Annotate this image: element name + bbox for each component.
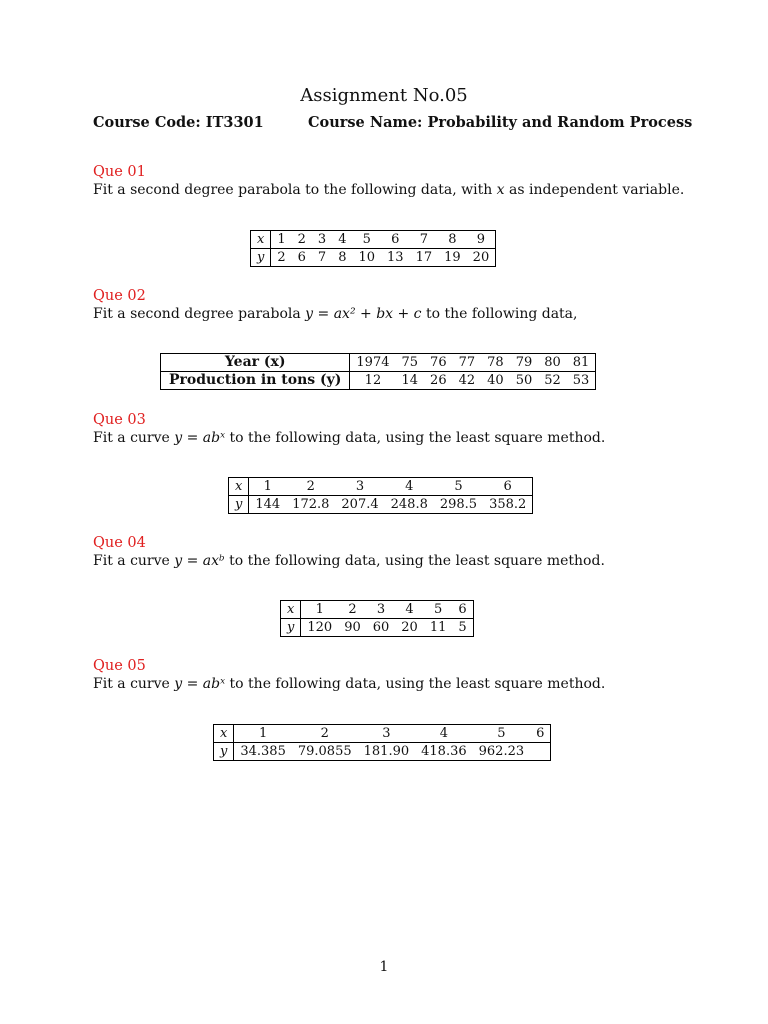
table-cell: 60 xyxy=(367,619,396,637)
table-cell: 358.2 xyxy=(483,496,533,514)
table-cell: 11 xyxy=(424,619,453,637)
data-table-q5 xyxy=(213,724,551,761)
row-label: x xyxy=(214,725,234,743)
question-1 xyxy=(93,163,693,199)
table-cell: 418.36 xyxy=(415,743,473,761)
table-row xyxy=(281,619,474,637)
table-cell: 2 xyxy=(292,725,358,743)
question-text: Fit a curve y = abˣ to the following data, using the least square method. xyxy=(93,430,606,446)
question-3 xyxy=(93,411,693,447)
data-table-q4 xyxy=(280,600,474,637)
table-cell: 4 xyxy=(395,601,424,619)
table-row xyxy=(229,478,533,496)
table-cell: 17 xyxy=(410,249,439,267)
table-cell: 3 xyxy=(312,231,332,249)
row-label: x xyxy=(229,478,249,496)
page-number: 1 xyxy=(379,959,389,975)
table-cell: 3 xyxy=(367,601,396,619)
course-name: Course Name: Probability and Random Process xyxy=(308,114,693,131)
table-cell: 75 xyxy=(396,354,425,372)
table-cell: 80 xyxy=(538,354,567,372)
row-label: y xyxy=(214,743,234,761)
table-cell: 20 xyxy=(467,249,496,267)
table-cell: 4 xyxy=(415,725,473,743)
data-table-q2 xyxy=(160,353,596,390)
row-label: y xyxy=(229,496,249,514)
question-heading: Que 02 xyxy=(93,288,146,304)
page-title: Assignment No.05 xyxy=(300,85,468,106)
table-cell: 5 xyxy=(352,231,381,249)
row-label: Production in tons (y) xyxy=(161,372,350,390)
table-cell: 3 xyxy=(335,478,384,496)
table-cell: 19 xyxy=(438,249,467,267)
question-4 xyxy=(93,534,693,570)
table-cell: 76 xyxy=(424,354,453,372)
table-cell: 13 xyxy=(381,249,410,267)
table-cell: 298.5 xyxy=(434,496,483,514)
table-cell: 1 xyxy=(271,231,292,249)
table-cell: 181.90 xyxy=(358,743,416,761)
table-cell: 5 xyxy=(424,601,453,619)
question-text: Fit a second degree parabola y = ax² + bx + c to the following data, xyxy=(93,306,578,322)
table-cell xyxy=(530,743,551,761)
table-cell: 6 xyxy=(381,231,410,249)
row-label: y xyxy=(281,619,301,637)
row-label: Year (x) xyxy=(161,354,350,372)
table-cell: 8 xyxy=(332,249,352,267)
row-label: y xyxy=(251,249,271,267)
table-row xyxy=(214,725,551,743)
table-cell: 2 xyxy=(338,601,367,619)
question-heading: Que 04 xyxy=(93,535,146,551)
question-2 xyxy=(93,287,693,323)
table-cell: 207.4 xyxy=(335,496,384,514)
table-cell: 6 xyxy=(452,601,473,619)
table-cell: 4 xyxy=(332,231,352,249)
table-row xyxy=(229,496,533,514)
table-cell: 26 xyxy=(424,372,453,390)
table-cell: 6 xyxy=(530,725,551,743)
data-table-q3 xyxy=(228,477,533,514)
data-table-q1 xyxy=(250,230,496,267)
table-cell: 81 xyxy=(567,354,596,372)
table-cell: 5 xyxy=(473,725,531,743)
table-cell: 962.23 xyxy=(473,743,531,761)
question-text: Fit a second degree parabola to the following data, with x as independent variable. xyxy=(93,182,685,198)
table-row xyxy=(251,231,496,249)
table-cell: 12 xyxy=(350,372,396,390)
table-cell: 6 xyxy=(483,478,533,496)
table-cell: 5 xyxy=(434,478,483,496)
table-cell: 6 xyxy=(292,249,312,267)
table-cell: 90 xyxy=(338,619,367,637)
question-text: Fit a curve y = abˣ to the following data, using the least square method. xyxy=(93,676,606,692)
table-cell: 20 xyxy=(395,619,424,637)
table-row xyxy=(161,354,596,372)
question-heading: Que 01 xyxy=(93,164,146,180)
table-cell: 1 xyxy=(301,601,338,619)
table-cell: 77 xyxy=(453,354,482,372)
table-row xyxy=(161,372,596,390)
table-cell: 42 xyxy=(453,372,482,390)
question-5 xyxy=(93,657,693,693)
table-cell: 10 xyxy=(352,249,381,267)
table-row xyxy=(281,601,474,619)
question-text: Fit a curve y = axᵇ to the following data, using the least square method. xyxy=(93,553,605,569)
table-cell: 79 xyxy=(510,354,539,372)
table-row xyxy=(251,249,496,267)
table-cell: 8 xyxy=(438,231,467,249)
question-heading: Que 05 xyxy=(93,658,146,674)
table-cell: 144 xyxy=(249,496,286,514)
table-cell: 3 xyxy=(358,725,416,743)
table-cell: 7 xyxy=(312,249,332,267)
table-cell: 50 xyxy=(510,372,539,390)
row-label: x xyxy=(251,231,271,249)
row-label: x xyxy=(281,601,301,619)
table-cell: 40 xyxy=(481,372,510,390)
question-heading: Que 03 xyxy=(93,412,146,428)
table-cell: 9 xyxy=(467,231,496,249)
table-cell: 34.385 xyxy=(234,743,292,761)
table-cell: 172.8 xyxy=(286,496,335,514)
table-cell: 248.8 xyxy=(385,496,434,514)
table-cell: 53 xyxy=(567,372,596,390)
table-cell: 5 xyxy=(452,619,473,637)
course-code: Course Code: IT3301 xyxy=(93,114,264,131)
table-cell: 2 xyxy=(292,231,312,249)
table-cell: 4 xyxy=(385,478,434,496)
table-cell: 2 xyxy=(286,478,335,496)
table-cell: 79.0855 xyxy=(292,743,358,761)
table-cell: 2 xyxy=(271,249,292,267)
table-cell: 52 xyxy=(538,372,567,390)
table-cell: 1 xyxy=(249,478,286,496)
table-row xyxy=(214,743,551,761)
table-cell: 7 xyxy=(410,231,439,249)
table-cell: 14 xyxy=(396,372,425,390)
table-cell: 1974 xyxy=(350,354,396,372)
table-cell: 120 xyxy=(301,619,338,637)
course-line xyxy=(93,114,693,131)
table-cell: 1 xyxy=(234,725,292,743)
table-cell: 78 xyxy=(481,354,510,372)
